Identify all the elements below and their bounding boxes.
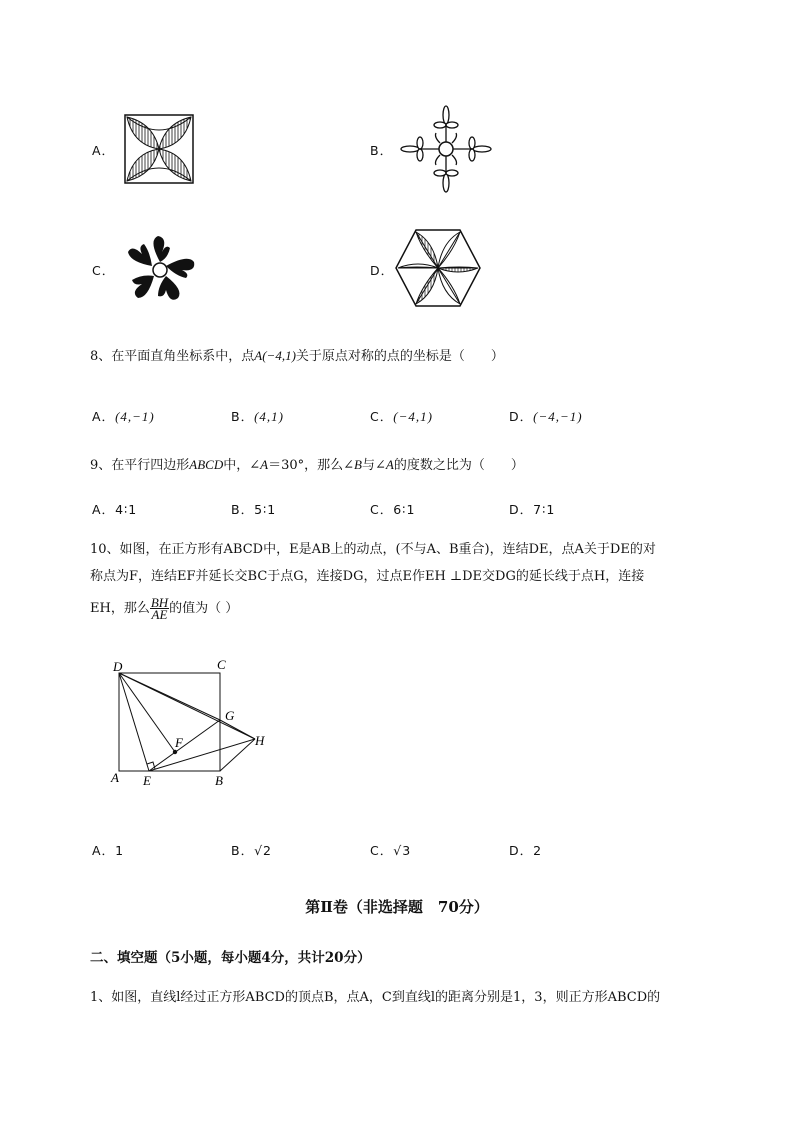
label-b: B <box>215 773 223 788</box>
q10-option-b: B．√2 <box>231 843 272 858</box>
label-g: G <box>225 708 235 723</box>
option-a-label: A． <box>92 143 116 158</box>
q10-option-d: D．2 <box>509 843 543 858</box>
hexagon-leaf-pattern-icon <box>394 228 482 308</box>
q8-option-c: C．(−4,1) <box>370 409 433 424</box>
question-8-text: 8、在平面直角坐标系中，点A(−4,1)关于原点对称的点的坐标是（ ） <box>90 348 504 364</box>
swirl-flower-pattern-icon <box>118 232 202 308</box>
option-b-label: B． <box>370 143 394 158</box>
fill-question-1-text: 1、如图，直线l经过正方形ABCD的顶点B，点A，C到直线l的距离分别是1，3，则正方形ABCD的 <box>90 990 661 1005</box>
label-e: E <box>143 773 151 788</box>
fraction-bh-ae: $\frac{BH}{AE}$ <box>150 595 169 622</box>
question-10-line-1: 10、如图，在正方形有ABCD中，E是AB上的动点，(不与A、B重合)，连结DE，点A关于DE的对 <box>90 542 656 557</box>
q8-option-d: D．(−4,−1) <box>509 409 583 424</box>
q10-option-c: C．√3 <box>370 843 412 858</box>
label-h: H <box>255 733 265 748</box>
section-2-title: 二、填空题（5小题，每小题4分，共计20分） <box>90 950 371 966</box>
square-geometry-figure <box>105 655 275 790</box>
label-f: F <box>175 735 183 750</box>
square-leaf-pattern-icon <box>123 113 195 185</box>
option-d-label: D． <box>370 263 395 278</box>
label-a: A <box>111 770 119 785</box>
option-c-label: C． <box>92 263 116 278</box>
q9-option-a: A．4∶1 <box>92 502 138 517</box>
question-10-line-2: 称点为F，连结EF并延长交BC于点G，连接DG，过点E作EH ⊥DE交DG的延长线于点H，连接 <box>90 569 645 584</box>
question-10-line-3: EH，那么 $\frac{BH}{AE}$ 的值为（ ） <box>90 595 239 622</box>
label-d: D <box>113 659 123 674</box>
q10-option-a: A．1 <box>92 843 125 858</box>
q9-option-b: B．5∶1 <box>231 502 277 517</box>
q9-option-d: D．7∶1 <box>509 502 556 517</box>
q9-option-c: C．6∶1 <box>370 502 416 517</box>
q8-option-b: B．(4,1) <box>231 409 284 424</box>
four-flower-pattern-icon <box>398 103 496 195</box>
part-2-title: 第Ⅱ卷（非选择题 70分） <box>305 898 489 916</box>
question-9-text: 9、在平行四边形ABCD中，∠A＝30°，那么∠B与∠A的度数之比为（ ） <box>90 457 524 473</box>
q8-option-a: A．(4,−1) <box>92 409 155 424</box>
label-c: C <box>217 657 226 672</box>
